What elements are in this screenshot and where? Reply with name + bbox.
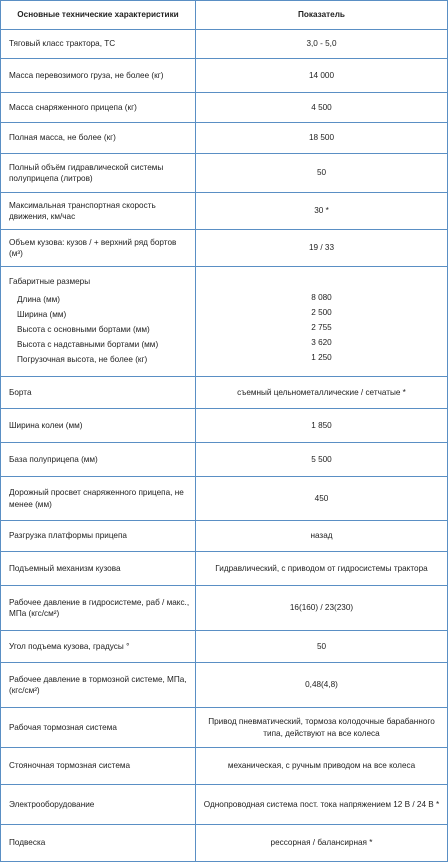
table-row — [1, 477, 448, 521]
row-value: 1 850 — [196, 409, 448, 443]
dimension-label: Длина (мм) — [17, 294, 60, 304]
table-row — [1, 443, 448, 477]
table-row — [1, 631, 448, 663]
table-row — [1, 154, 448, 193]
row-param: Рабочее давление в тормозной системе, МПа, (кгс/см²) — [1, 663, 196, 708]
dimensions-title: Габаритные размеры — [9, 277, 91, 287]
dimension-label: Высота с основными бортами (мм) — [17, 324, 150, 334]
row-value: 50 — [196, 154, 448, 193]
row-param: Рабочее давление в гидросистеме, раб / макс., МПа (кгс/см²) — [1, 586, 196, 631]
dimension-label: Высота с надставными бортами (мм) — [17, 339, 159, 349]
row-value: 3,0 - 5,0 — [196, 30, 448, 59]
row-param: Борта — [1, 377, 196, 409]
row-param: Разгрузка платформы прицепа — [1, 521, 196, 552]
table-row — [1, 409, 448, 443]
table-row — [1, 748, 448, 785]
header-row — [1, 1, 448, 30]
row-param: Рабочая тормозная система — [1, 708, 196, 748]
row-param: Максимальная транспортная скорость движения, км/час — [1, 193, 196, 230]
dimension-value: 8 080 — [311, 293, 332, 302]
row-value: Однопроводная система пост. тока напряжением 12 В / 24 В * — [196, 785, 448, 825]
row-value: 0,48(4,8) — [196, 663, 448, 708]
row-param: Ширина колеи (мм) — [1, 409, 196, 443]
row-param: Масса перевозимого груза, не более (кг) — [1, 59, 196, 93]
row-param: Подъемный механизм кузова — [1, 552, 196, 586]
table-row — [1, 825, 448, 862]
table-row — [1, 552, 448, 586]
row-param: Полный объём гидравлической системы полуприцепа (литров) — [1, 154, 196, 193]
row-param: База полуприцепа (мм) — [1, 443, 196, 477]
row-value: съемный цельнометаллические / сетчатые * — [196, 377, 448, 409]
dimensions-row — [1, 267, 448, 377]
table-row — [1, 59, 448, 93]
dimension-value: 3 620 — [311, 338, 332, 347]
row-param: Угол подъема кузова, градусы ° — [1, 631, 196, 663]
row-param: Масса снаряженного прицепа (кг) — [1, 93, 196, 123]
table-row — [1, 93, 448, 123]
row-value: Гидравлический, с приводом от гидросистемы трактора — [196, 552, 448, 586]
table-row — [1, 377, 448, 409]
row-value: 16(160) / 23(230) — [196, 586, 448, 631]
row-value: 18 500 — [196, 123, 448, 154]
row-value: 4 500 — [196, 93, 448, 123]
row-param: Дорожный просвет снаряженного прицепа, не менее (мм) — [1, 477, 196, 521]
row-value: механическая, с ручным приводом на все колеса — [196, 748, 448, 785]
table-row — [1, 230, 448, 267]
dimension-label: Ширина (мм) — [17, 309, 67, 319]
dimensions-values — [196, 267, 448, 377]
table-row — [1, 663, 448, 708]
row-value: Привод пневматический, тормоза колодочные барабанного типа, действуют на все колеса — [196, 708, 448, 748]
dimension-value: 1 250 — [311, 353, 332, 362]
row-value: 5 500 — [196, 443, 448, 477]
row-param: Стояночная тормозная система — [1, 748, 196, 785]
row-param: Объем кузова: кузов / + верхний ряд бортов (м³) — [1, 230, 196, 267]
row-value: 19 / 33 — [196, 230, 448, 267]
table-row — [1, 521, 448, 552]
table-row — [1, 193, 448, 230]
row-value: 50 — [196, 631, 448, 663]
dimension-label: Погрузочная высота, не более (кг) — [17, 354, 148, 364]
table-row — [1, 30, 448, 59]
row-value: 30 * — [196, 193, 448, 230]
table-row — [1, 785, 448, 825]
dimension-value: 2 755 — [311, 323, 332, 332]
table-row — [1, 708, 448, 748]
table-row — [1, 123, 448, 154]
row-param: Тяговый класс трактора, ТС — [1, 30, 196, 59]
dimensions-params — [1, 267, 196, 377]
row-value: рессорная / балансирная * — [196, 825, 448, 862]
row-param: Электрооборудование — [1, 785, 196, 825]
dimension-value: 2 500 — [311, 308, 332, 317]
table-row — [1, 586, 448, 631]
row-value: 14 000 — [196, 59, 448, 93]
row-param: Подвеска — [1, 825, 196, 862]
row-value: назад — [196, 521, 448, 552]
row-value: 450 — [196, 477, 448, 521]
row-param: Полная масса, не более (кг) — [1, 123, 196, 154]
header-value: Показатель — [196, 1, 448, 30]
header-param: Основные технические характеристики — [1, 1, 196, 30]
